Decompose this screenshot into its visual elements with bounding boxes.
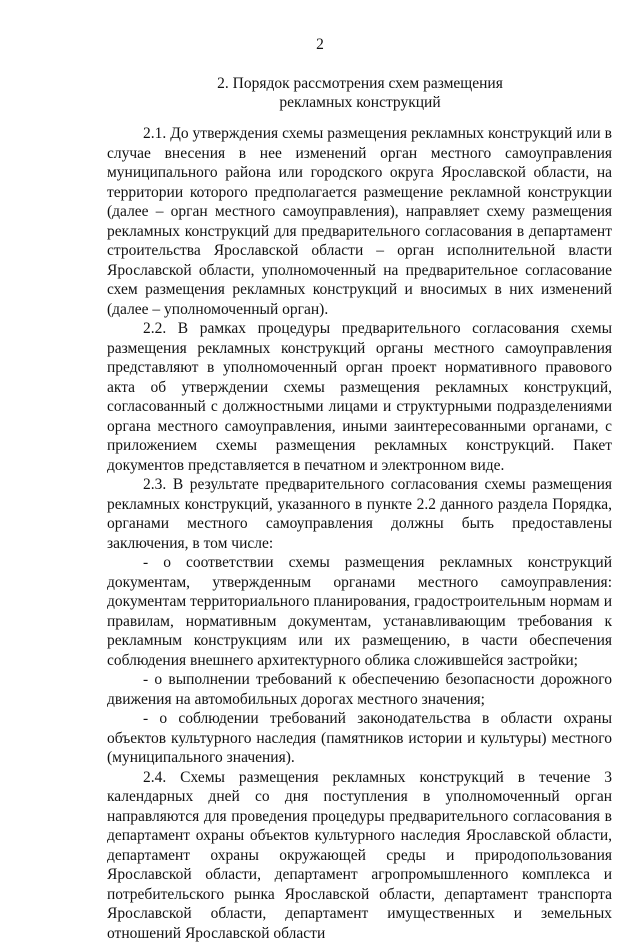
section-title-line-1: 2. Порядок рассмотрения схем размещения: [110, 74, 610, 93]
paragraph-2-4: 2.4. Схемы размещения рекламных конструкций в течение 3 календарных дней со дня поступления в уполномоченный орган направляются для проведения процедуры предварительного согласования в департамент охраны объектов культурного наследия Ярославской области, департамент охраны окружающей среды и природопользования Ярославской области, департамент агропромышленного комплекса и потребительского рынка Ярославской области, департамент транспорта Ярославской области, департамент имущественных и земельных отношений Ярославской области: [107, 768, 612, 943]
paragraph-2-2: 2.2. В рамках процедуры предварительного согласования схемы размещения рекламных конструкций органы местного самоуправления представляют в уполномоченный орган проект нормативного правового акта об утверждении схемы размещения рекламных конструкций, согласованный с должностными лицами и структурными подразделениями органа местного самоуправления, иными заинтересованными органами, с приложением схемы размещения рекламных конструкций. Пакет документов представляется в печатном и электронном виде.: [107, 319, 612, 475]
list-item-architecture: - о соответствии схемы размещения рекламных конструкций документам, утвержденным органами местного самоуправления: документам территориального планирования, градостроительным нормам и правилам, нормативным документам, устанавливающим требования к рекламным конструкциям или их размещению, в части обеспечения соблюдения внешнего архитектурного облика сложившейся застройки;: [107, 553, 612, 670]
page-number: 2: [0, 36, 640, 54]
list-item-cultural-heritage: - о соблюдении требований законодательства в области охраны объектов культурного наследия (памятников истории и культуры) местного (муниципального значения).: [107, 709, 612, 768]
list-item-road-safety: - о выполнении требований к обеспечению безопасности дорожного движения на автомобильных дорогах местного значения;: [107, 670, 612, 709]
document-body: [107, 124, 612, 943]
paragraph-2-1: 2.1. До утверждения схемы размещения рекламных конструкций или в случае внесения в нее изменений орган местного самоуправления муниципального района или городского округа Ярославской области, на территории которого предполагается размещение рекламной конструкции (далее – орган местного самоуправления), направляет схему размещения рекламных конструкций для предварительного согласования в департамент строительства Ярославской области – орган исполнительной власти Ярославской области, уполномоченный на предварительное согласование схем размещения рекламных конструкций и вносимых в них изменений (далее – уполномоченный орган).: [107, 124, 612, 319]
section-title-line-2: рекламных конструкций: [110, 93, 610, 112]
paragraph-2-3: 2.3. В результате предварительного согласования схемы размещения рекламных конструкций, указанного в пункте 2.2 данного раздела Порядка, органами местного самоуправления должны быть предоставлены заключения, в том числе:: [107, 475, 612, 553]
section-title: [110, 74, 610, 112]
